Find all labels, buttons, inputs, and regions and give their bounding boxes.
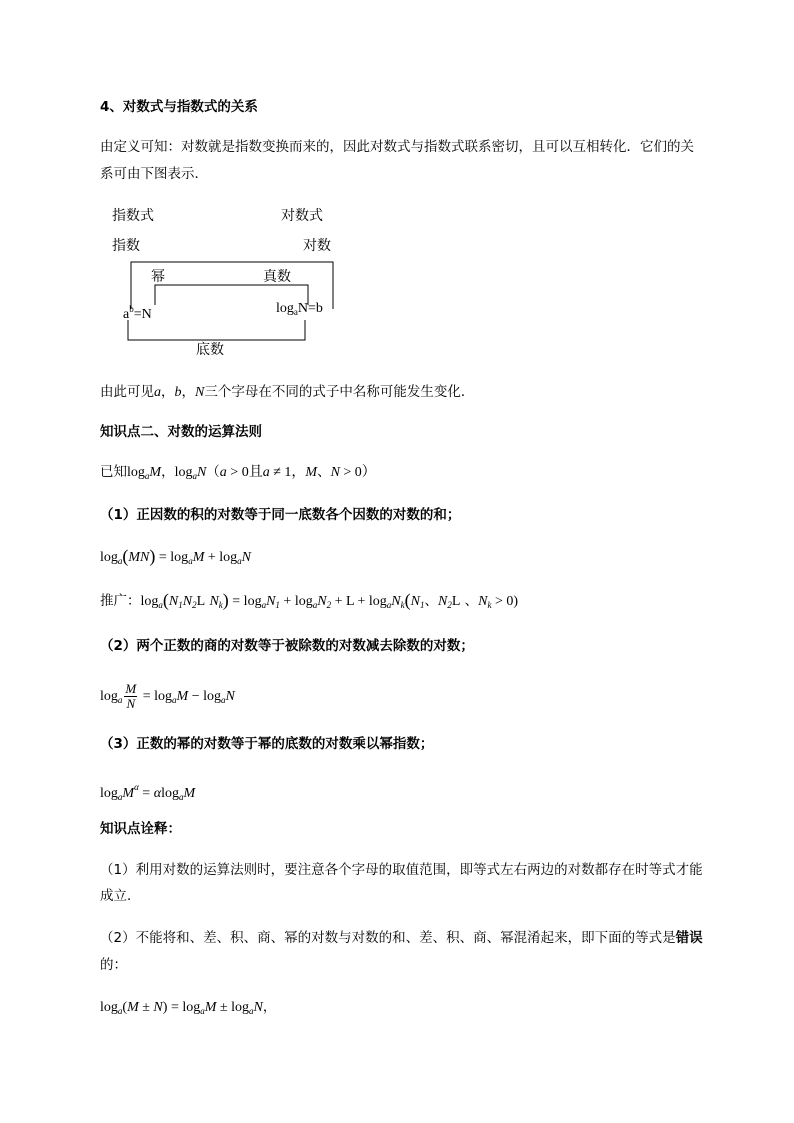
diagram-lines bbox=[0, 0, 794, 400]
notes-title: 知识点诠释： bbox=[100, 821, 181, 837]
note1-line2: 成立． bbox=[100, 888, 141, 904]
label-logarithm: 对数 bbox=[303, 238, 331, 254]
given-condition: 已知$\log_aM$，$\log_aN(a > 0$且a ≠ 1，M、N > 0） bbox=[100, 464, 376, 481]
rule1-formula: $\log_a(MN) = \log_aM + \log_aN$ bbox=[100, 546, 251, 566]
quotient-fraction: $\frac{M}{N}$ bbox=[125, 680, 137, 711]
note2-line2: 的： bbox=[100, 957, 127, 973]
label-power: 幂 bbox=[151, 269, 165, 285]
logarithmic-equation: $\log_aN=b$ bbox=[276, 301, 323, 317]
label-base: 底数 bbox=[196, 342, 224, 358]
exponential-equation: $a^b=N$ bbox=[123, 304, 152, 322]
label-logarithmic-form: 对数式 bbox=[281, 208, 323, 224]
section-title: 4、对数式与指数式的关系 bbox=[100, 99, 258, 115]
intro-paragraph-line2: 系可由下图表示． bbox=[100, 166, 208, 182]
rule3-title: （3）正数的幂的对数等于幂的底数的对数乘以幂指数； bbox=[100, 736, 434, 752]
intro-paragraph-line1: 由定义可知：对数就是指数变换而来的，因此对数式与指数式联系密切，且可以互相转化．它们的关 bbox=[100, 139, 694, 155]
label-antilog: 真数 bbox=[263, 269, 291, 285]
note2-line1: （2）不能将和、差、积、商、幂的对数与对数的和、差、积、商、幂混淆起来，即下面的等式是错误 bbox=[100, 930, 703, 946]
rule3-formula: $\log_aM^\alpha = \alpha\log_aM$ bbox=[100, 782, 196, 802]
rule1-generalization: 推广：$\log_a(N_1N_2L$ $N_k) = \log_aN_1 + \log_aN_2 + L + \log_aN_k(N_1$、$N_2L$ 、$N_k > 0$) bbox=[100, 590, 519, 610]
label-exponent: 指数 bbox=[112, 238, 140, 254]
rule1-title: （1）正因数的积的对数等于同一底数各个因数的对数的和； bbox=[100, 507, 461, 523]
after-diagram-sentence: 由此可见a，b，N三个字母在不同的式子中名称可能发生变化． bbox=[100, 384, 475, 400]
wrong-formula: $\log_a(M \pm N) = \log_aM \pm \log_aN$， bbox=[100, 999, 277, 1016]
label-exponential-form: 指数式 bbox=[112, 208, 154, 224]
rule2-formula: $\log_a$ $\frac{M}{N}$ = $\log_aM - \log_aN$ bbox=[100, 680, 235, 711]
note1-line1: （1）利用对数的运算法则时，要注意各个字母的取值范围，即等式左右两边的对数都存在时等式才能 bbox=[100, 862, 703, 878]
rule2-title: （2）两个正数的商的对数等于被除数的对数减去除数的对数； bbox=[100, 638, 474, 654]
base-bracket bbox=[128, 320, 305, 340]
knowledge-point-title: 知识点二、对数的运算法则 bbox=[100, 424, 262, 440]
